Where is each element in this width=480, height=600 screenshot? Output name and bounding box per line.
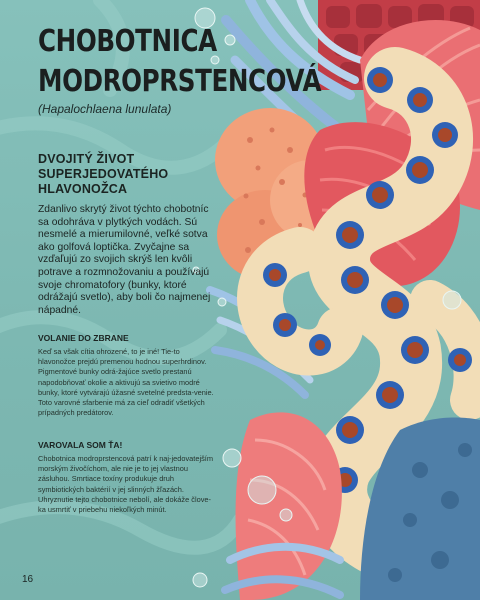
section2-heading: VOLANIE DO ZBRANE	[38, 333, 129, 343]
section1-heading: DVOJITÝ ŽIVOT SUPERJEDOVATÉHO HLAVONOŽCA	[38, 152, 169, 196]
section1-text: Zdanlivo skrytý život týchto chobotníc sa odohráva v plytkých vodách. Sú nesmelé a mierumilovné, veľké sotva ako golfová loptička. Zvyčajne sa vzďaľujú zo svojich skrýš len kvôli potrave a rozmnožovaniu a používajú svoje chromatofory (bunky, ktoré odrážajú svetlo), aby boli čo najmenej nápadné.	[38, 204, 211, 316]
section3-text: Chobotnica modroprstencová patrí k naj-jedovatejším morským živočíchom, ale nie je to jej vlastnou zásluhou. Smrtiace toxíny produkuje druh symbiotických baktérií v jej slinných žľazách. Uhryznutie tejto chobotnice nebolí, ale dokáže člove-ka usmrtiť v priebehu niekoľkých minút.	[38, 454, 214, 515]
section2-text: Keď sa však cítia ohrozené, to je iné! Tie-to hlavonožce prejdú premenou hodnou superhrdinov. Pigmentové bunky odrá-žajúce svetlo prestanú napodobňovať okolie a aktivujú sa svietivo modré bunky, ktoré vytvárajú úžasné svetelné predsta-venie. Toto varovné sfarbenie má za cieľ odradiť všetkých prípadných predátorov.	[38, 347, 214, 418]
page-title	[38, 22, 321, 102]
title-line-1: CHOBOTNICA	[38, 24, 217, 59]
page-number: 16	[22, 574, 34, 585]
latin-name: (Hapalochlaena lunulata)	[38, 102, 172, 116]
pink-coral-bottom	[236, 412, 342, 600]
title-line-2: MODROPRSTENCOVÁ	[38, 64, 322, 99]
section3-heading: VAROVALA SOM ŤA!	[38, 440, 123, 450]
